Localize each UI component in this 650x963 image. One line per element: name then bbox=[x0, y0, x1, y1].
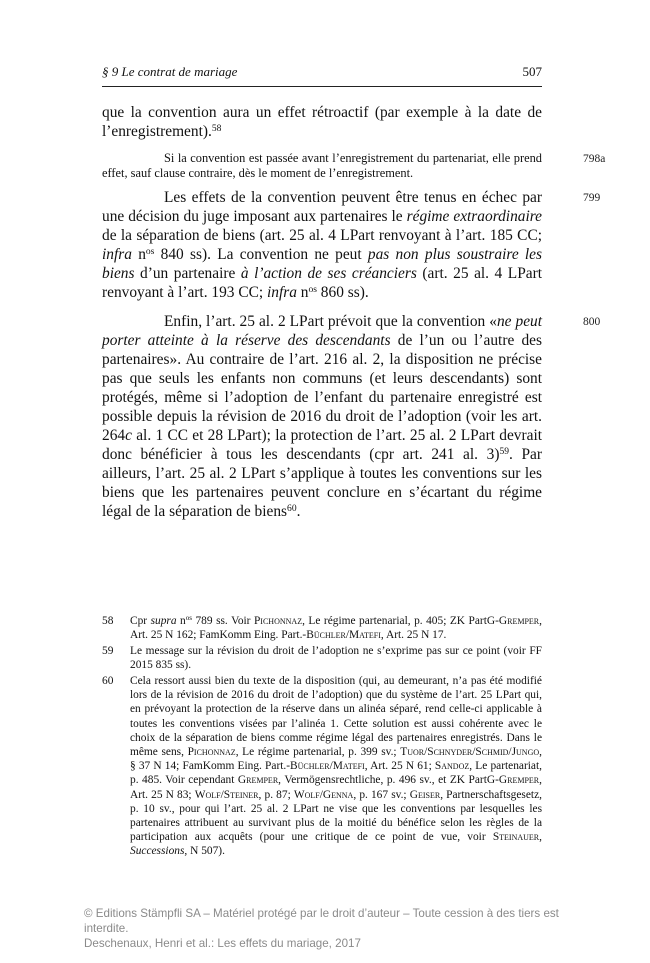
italic-run: ne peut porter atteinte à la réserve des descendants bbox=[102, 313, 542, 349]
text-run: 840 ss). La convention ne peut bbox=[154, 246, 368, 263]
margin-number-799: 799 bbox=[583, 192, 601, 204]
italic-run: infra bbox=[266, 284, 297, 301]
footnote-59 bbox=[102, 644, 542, 672]
paragraph-799 bbox=[102, 188, 542, 302]
paragraph-text: Si la convention est passée avant l’enregistrement du partenariat, elle prend effet, sauf clause contraire, dès le moment de l’enregistrement. bbox=[102, 151, 542, 181]
superscript: os bbox=[308, 283, 317, 295]
text-run: n bbox=[296, 284, 309, 301]
page-number: 507 bbox=[522, 64, 542, 79]
paragraph-798a bbox=[102, 151, 542, 181]
text-run: d’un partenaire bbox=[134, 265, 241, 282]
paragraph-800 bbox=[102, 312, 542, 521]
italic-run: régime extraordinaire bbox=[406, 208, 542, 225]
paragraph-text: que la convention aura un effet rétroactif (par exemple à la date de l’enregistrement). bbox=[102, 104, 542, 140]
source-citation: Deschenaux, Henri et al.: Les effets du mariage, 2017 bbox=[84, 937, 361, 950]
italic-run: c bbox=[125, 427, 132, 444]
text-run: n bbox=[131, 246, 146, 263]
footnote-text: Le message sur la révision du droit de l’adoption ne s’exprime pas sur ce point (voir FF 2015 835 ss). bbox=[130, 645, 542, 672]
text-run: al. 1 CC et 28 LPart); la protection de l’art. 25 al. 2 LPart devrait donc bénéficier à tous les descendants (cpr art. 241 al. 3) bbox=[102, 427, 542, 463]
italic-run: à l’action de ses créanciers bbox=[240, 265, 417, 282]
italic-run: pas non plus soustraire les biens bbox=[102, 246, 543, 282]
margin-number-800: 800 bbox=[583, 316, 601, 328]
footnote-ref-60: 60 bbox=[287, 502, 297, 514]
footnote-ref-58: 58 bbox=[211, 122, 222, 134]
footnote-60 bbox=[102, 674, 542, 859]
superscript: os bbox=[145, 245, 155, 257]
text-run: Les effets de la convention peuvent être tenus en échec par une décision du juge imposant aux partenaires le bbox=[102, 189, 542, 225]
paragraph-continuation bbox=[102, 103, 542, 141]
copyright-notice: © Editions Stämpfli SA – Matériel protégé par le droit d’auteur – Toute cession à des tiers est interdite. bbox=[84, 907, 559, 935]
text-run: . Par ailleurs, l’art. 25 al. 2 LPart s’applique à toutes les conventions sur les biens que les partenaires peuvent conclure en s’écartant du régime légal de la séparation de biens bbox=[102, 446, 542, 520]
footnote-number: 59 bbox=[102, 645, 114, 657]
footnote-text: Cela ressort aussi bien du texte de la disposition (qui, au demeurant, n’a pas été modifié lors de la révision de 2016 du droit de l’adoption) que du système de l’art. 25 LPart qui, en prévoyant la protection de la réserve dans un alinéa séparé, rend celle-ci applicable à toutes les conventions visées par l’alinéa 1. Cette solution est aussi cohérente avec le choix de la séparation de biens comme régime légal des partenaires enregistrés. Dans le même sens, Pichonnaz, Le régime partenarial, p. 399 sv.; Tuor/Schnyder/Schmid/Jungo, § 37 N 14; FamKomm Eing. Part.-Büchler/Matefi, Art. 25 N 61; Sandoz, Le partenariat, p. 485. Voir cependant Gremper, Vermögensrechtliche, p. 496 sv., et ZK PartG-Gremper, Art. 25 N 83; Wolf/Steiner, p. 87; Wolf/Genna, p. 167 sv.; Geiser, Partnerschaftsgesetz, p. 10 sv., pour qui l’art. 25 al. 2 LPart ne vise que les conventions par lesquelles les partenaires attribuent au survivant plus de la moitié du bénéfice selon les règles de la participation aux acquêts (pour une critique de ce point de vue, voir Steinauer, Successions, N 507). bbox=[130, 675, 542, 858]
text-run: Enfin, l’art. 25 al. 2 LPart prévoit que la convention « bbox=[164, 313, 497, 330]
text-run: de la séparation de biens (art. 25 al. 4 LPart renvoyant à l’art. 185 CC; bbox=[102, 227, 542, 244]
text-run: de l’un ou l’autre des partenaires». Au contraire de l’art. 216 al. 2, la disposition ne précise pas que seuls les enfants non communs (et leurs descendants) sont protégés, même si l’adoption de l’enfant du partenaire enregistré est possible depuis la révision de 2016 du droit de l’adoption (voir les art. 264 bbox=[102, 332, 542, 444]
footnote-number: 60 bbox=[102, 675, 114, 687]
running-title: § 9 Le contrat de mariage bbox=[102, 64, 238, 79]
text-run: . bbox=[296, 503, 301, 520]
text-run: (art. 25 al. 4 LPart renvoyant à l’art. 193 CC; bbox=[102, 265, 542, 301]
footnote-ref-59: 59 bbox=[499, 445, 509, 457]
running-head bbox=[102, 64, 542, 80]
footnote-text: Cpr supra $n^{os}$ 789 ss. Voir Pichonnaz, Le régime partenarial, p. 405; ZK PartG-Gremper, Art. 25 N 162; FamKomm Eing. Part.-Büchler/Matefi, Art. 25 N 17. bbox=[130, 614, 542, 642]
italic-run: infra bbox=[102, 246, 132, 263]
header-rule bbox=[102, 86, 542, 87]
footnote-58 bbox=[102, 614, 542, 642]
text-run: 860 ss). bbox=[316, 284, 369, 301]
margin-number-798a: 798a bbox=[583, 153, 606, 165]
footnote-number: 58 bbox=[102, 615, 114, 627]
